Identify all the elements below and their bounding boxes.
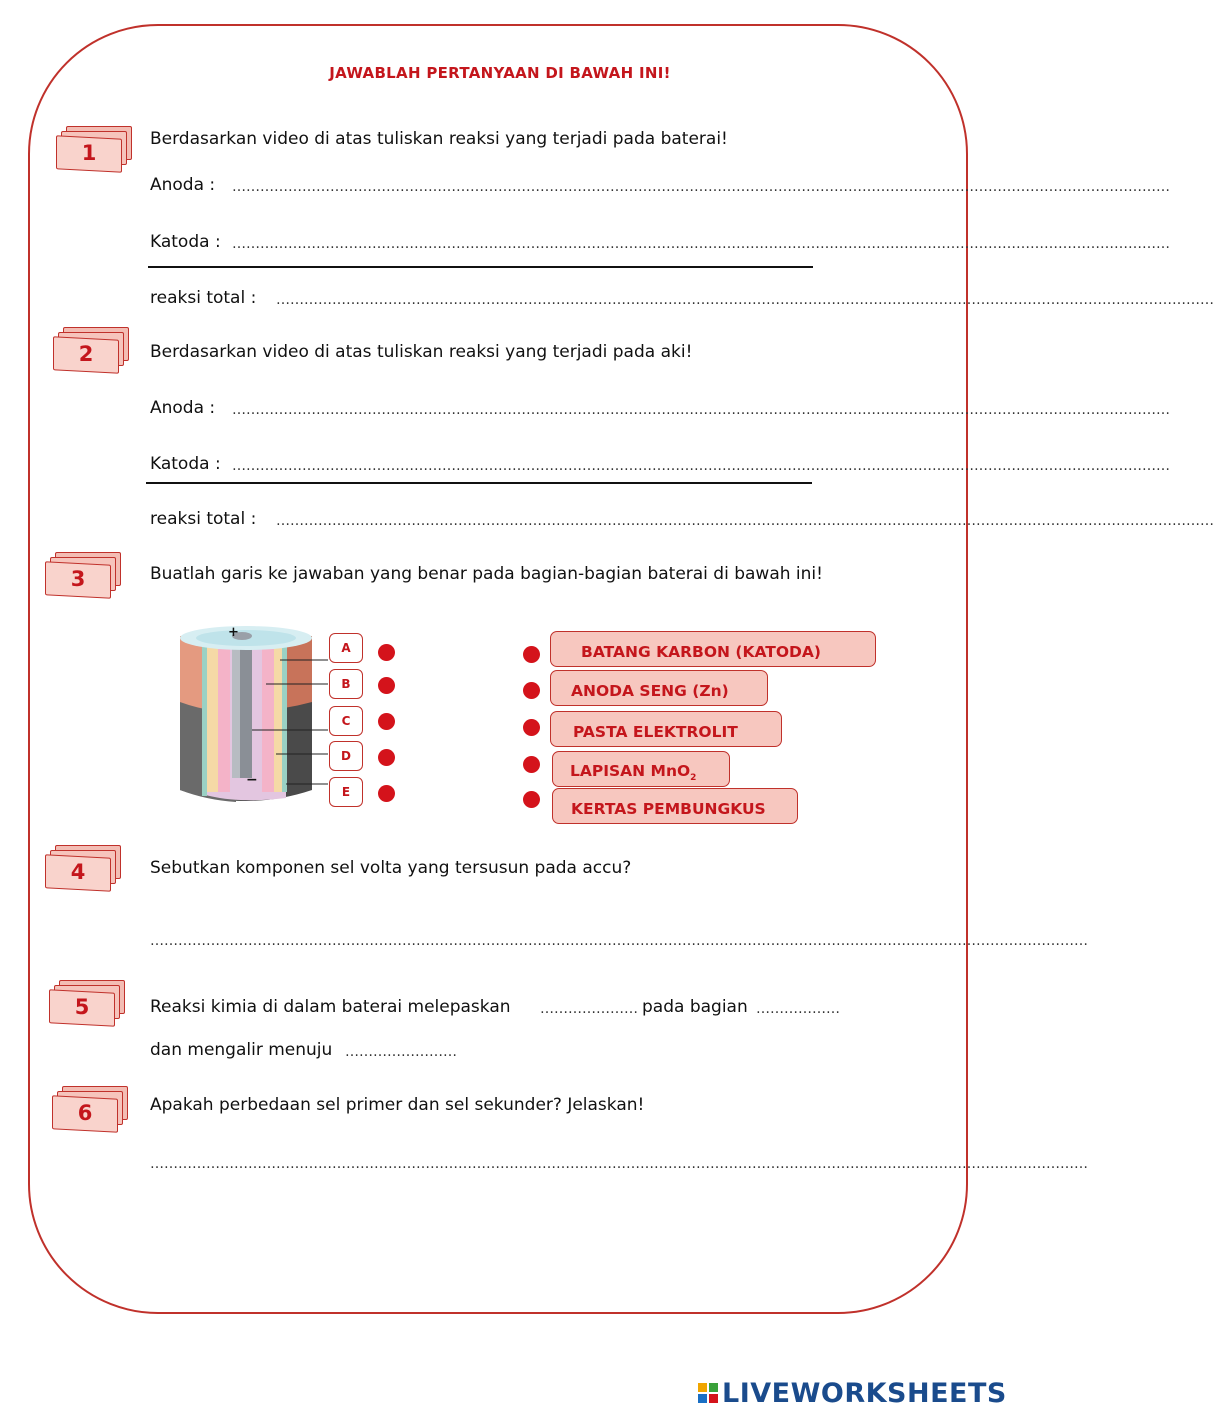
- right-connector-dot-1[interactable]: [523, 646, 540, 663]
- q1-katoda-label: Katoda :: [150, 232, 221, 252]
- answer-lapisan-mno2-subscript: 2: [690, 773, 697, 784]
- part-label-d: D: [329, 741, 363, 771]
- q1-total-label: reaksi total :: [150, 288, 257, 308]
- answer-batang-karbon: BATANG KARBON (KATODA): [550, 631, 876, 667]
- liveworksheets-logo-icon: [698, 1383, 718, 1403]
- question-6-badge: 6: [52, 1086, 128, 1136]
- question-1-text: Berdasarkan video di atas tuliskan reaksi yang terjadi pada baterai!: [150, 129, 728, 149]
- answer-pasta-elektrolit: PASTA ELEKTROLIT: [550, 711, 782, 747]
- battery-illustration: [176, 622, 336, 808]
- part-label-c: C: [329, 706, 363, 736]
- part-label-e: E: [329, 777, 363, 807]
- page-frame: [28, 24, 1214, 1314]
- q2-divider: [146, 482, 812, 484]
- q1-anoda-label: Anoda :: [150, 175, 216, 195]
- answer-kertas-pembungkus: KERTAS PEMBUNGKUS: [552, 788, 798, 824]
- q1-total-answer[interactable]: …………………………………………………………………………………………………………………………………………………………………………………: [276, 292, 1214, 308]
- left-connector-dot-b[interactable]: [378, 677, 395, 694]
- answer-anoda-seng: ANODA SENG (Zn): [550, 670, 768, 706]
- question-3-badge: 3: [45, 552, 121, 602]
- left-connector-dot-d[interactable]: [378, 749, 395, 766]
- left-connector-dot-a[interactable]: [378, 644, 395, 661]
- right-connector-dot-5[interactable]: [523, 791, 540, 808]
- liveworksheets-brand: LIVEWORKSHEETS: [722, 1378, 1007, 1409]
- q4-answer-line[interactable]: …………………………………………………………………………………………………………………………………………………………………………………: [150, 933, 1088, 949]
- question-4-badge: 4: [45, 845, 121, 895]
- right-connector-dot-2[interactable]: [523, 682, 540, 699]
- battery-plus-label: +: [228, 625, 239, 640]
- q5-blank-1[interactable]: …………………: [540, 1001, 638, 1017]
- question-6-text: Apakah perbedaan sel primer dan sel sekunder? Jelaskan!: [150, 1095, 645, 1115]
- right-connector-dot-4[interactable]: [523, 756, 540, 773]
- q2-anoda-label: Anoda :: [150, 398, 216, 418]
- left-connector-dot-c[interactable]: [378, 713, 395, 730]
- question-4-text: Sebutkan komponen sel volta yang tersusun pada accu?: [150, 858, 632, 878]
- answer-lapisan-mno2: [552, 751, 730, 787]
- q1-anoda-answer[interactable]: …………………………………………………………………………………………………………………………………………………………………………………: [232, 179, 1170, 195]
- q5-blank-2[interactable]: ………………: [756, 1001, 840, 1017]
- question-5-text-c: dan mengalir menuju: [150, 1040, 333, 1060]
- question-2-text: Berdasarkan video di atas tuliskan reaksi yang terjadi pada aki!: [150, 342, 693, 362]
- q2-anoda-answer[interactable]: …………………………………………………………………………………………………………………………………………………………………………………: [232, 402, 1170, 418]
- question-3-text: Buatlah garis ke jawaban yang benar pada bagian-bagian baterai di bawah ini!: [150, 564, 823, 584]
- q5-blank-3[interactable]: ……………………: [345, 1044, 457, 1060]
- right-connector-dot-3[interactable]: [523, 719, 540, 736]
- q2-total-label: reaksi total :: [150, 509, 257, 529]
- q2-katoda-answer[interactable]: …………………………………………………………………………………………………………………………………………………………………………………: [232, 458, 1170, 474]
- q1-divider: [148, 266, 813, 268]
- question-5-badge: 5: [49, 980, 125, 1030]
- part-label-a: A: [329, 633, 363, 663]
- battery-minus-label: −: [246, 772, 258, 788]
- question-5-text-a: Reaksi kimia di dalam baterai melepaskan: [150, 997, 511, 1017]
- question-1-badge: 1: [56, 126, 132, 176]
- page-title: JAWABLAH PERTANYAAN DI BAWAH INI!: [329, 64, 671, 82]
- part-label-b: B: [329, 669, 363, 699]
- answer-lapisan-mno2-text: LAPISAN MnO: [570, 762, 691, 780]
- q6-answer-line[interactable]: …………………………………………………………………………………………………………………………………………………………………………………: [150, 1156, 1088, 1172]
- question-2-badge: 2: [53, 327, 129, 377]
- q2-total-answer[interactable]: …………………………………………………………………………………………………………………………………………………………………………………: [276, 513, 1214, 529]
- left-connector-dot-e[interactable]: [378, 785, 395, 802]
- question-5-text-b: pada bagian: [642, 997, 748, 1017]
- q1-katoda-answer[interactable]: …………………………………………………………………………………………………………………………………………………………………………………: [232, 236, 1170, 252]
- q2-katoda-label: Katoda :: [150, 454, 221, 474]
